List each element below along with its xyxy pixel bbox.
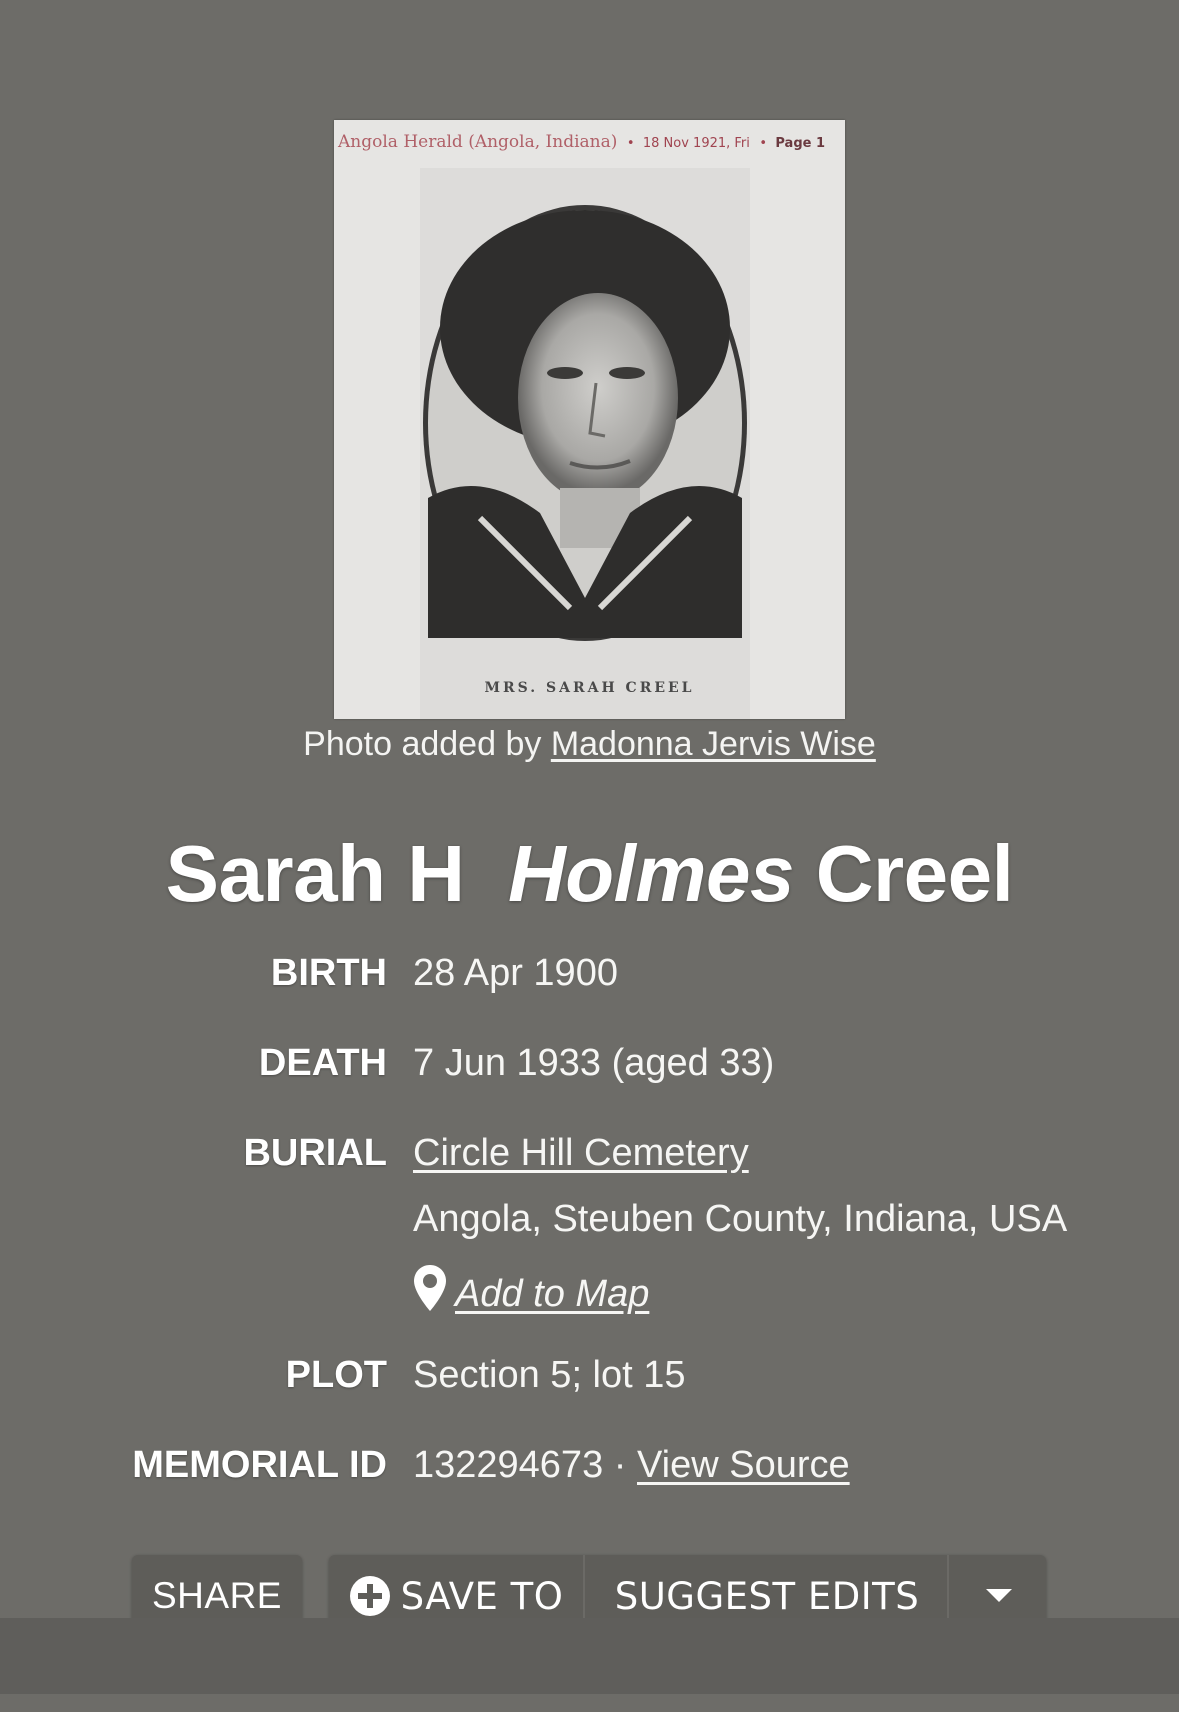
caret-down-icon — [986, 1589, 1012, 1603]
birth-label: BIRTH — [270, 952, 387, 994]
share-label: SHARE — [152, 1575, 282, 1616]
photo-source-header: Angola Herald (Angola, Indiana) • 18 Nov 1921, Fri • Page 1 — [338, 132, 826, 152]
person-name — [0, 828, 1179, 920]
suggest-edits-label: SUGGEST EDITS — [614, 1574, 920, 1618]
photo-source-page: Page 1 — [775, 136, 826, 151]
death-value: 7 Jun 1933 (aged 33) — [413, 1042, 775, 1084]
birth-value: 28 Apr 1900 — [413, 952, 618, 994]
newspaper-column — [420, 168, 750, 719]
memorial-id-separator: · — [613, 1444, 627, 1486]
photo-credit-prefix: Photo added by — [303, 725, 542, 763]
view-source-link[interactable]: View Source — [637, 1444, 850, 1486]
burial-cemetery — [413, 1132, 749, 1175]
last-name: Creel — [815, 829, 1014, 918]
memorial-photo[interactable] — [334, 120, 845, 719]
burial-label: BURIAL — [243, 1132, 387, 1174]
add-to-map-link[interactable]: Add to Map — [455, 1273, 650, 1315]
save-to-label: SAVE TO — [400, 1574, 564, 1618]
contributor-link[interactable]: Madonna Jervis Wise — [550, 725, 876, 763]
plus-circle-icon — [349, 1575, 391, 1617]
bottom-bar-overlay — [0, 1618, 1179, 1694]
add-to-map[interactable] — [413, 1264, 649, 1316]
plot-label: PLOT — [285, 1354, 387, 1396]
cemetery-link[interactable]: Circle Hill Cemetery — [413, 1132, 749, 1174]
photo-credit — [0, 725, 1179, 764]
burial-location: Angola, Steuben County, Indiana, USA — [413, 1198, 1068, 1240]
first-name: Sarah H — [165, 829, 465, 918]
photo-source-title: Angola Herald (Angola, Indiana) — [338, 132, 618, 152]
memorial-id-number: 132294673 — [413, 1444, 604, 1486]
plot-value: Section 5; lot 15 — [413, 1354, 686, 1396]
memorial-id-value — [413, 1444, 850, 1487]
map-pin-icon — [413, 1264, 447, 1312]
maiden-name: Holmes — [507, 829, 794, 918]
portrait-image — [420, 168, 750, 688]
photo-source-date: 18 Nov 1921, Fri — [642, 136, 750, 151]
photo-caption: MRS. SARAH CREEL — [484, 680, 695, 696]
memorial-id-label: MEMORIAL ID — [132, 1444, 387, 1486]
death-label: DEATH — [258, 1042, 387, 1084]
